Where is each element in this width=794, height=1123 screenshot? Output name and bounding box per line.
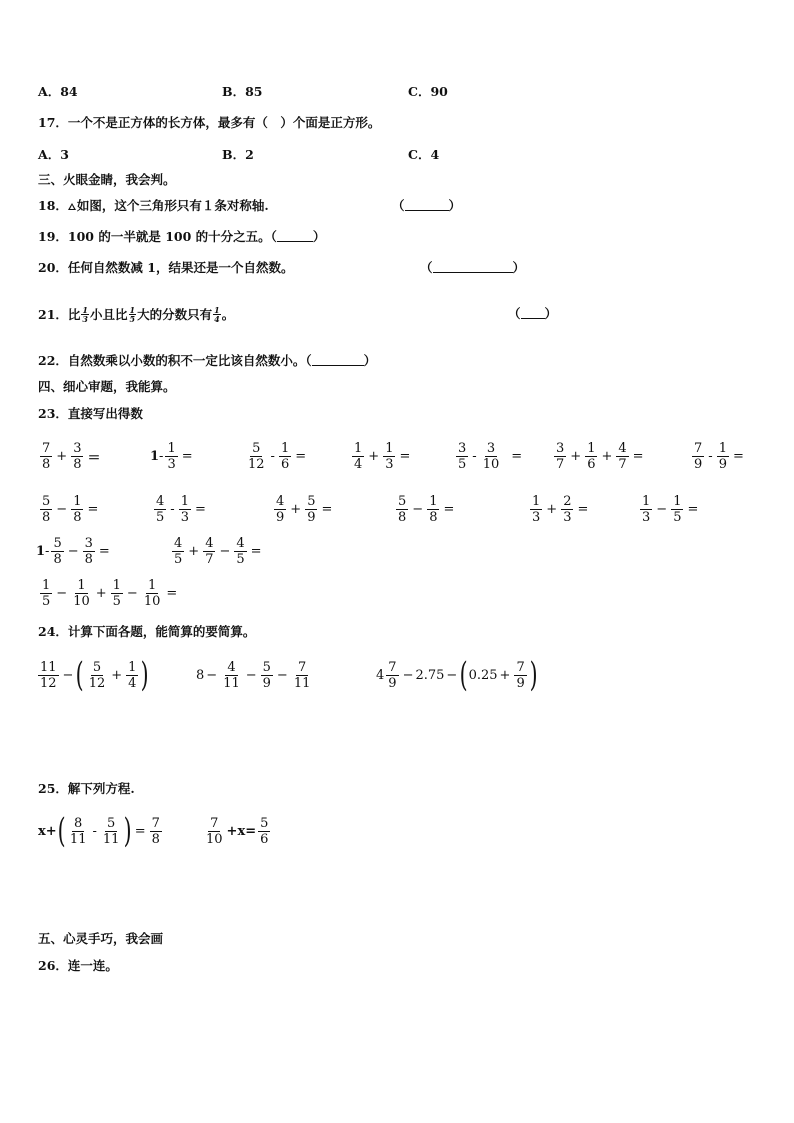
operator: − [656, 502, 668, 517]
numerator: 3 [84, 536, 93, 551]
numerator: 3 [556, 441, 565, 456]
q23-expr-1 [38, 441, 102, 472]
fraction [150, 816, 162, 847]
numerator: 1 [112, 578, 121, 593]
denominator: 9 [694, 457, 703, 472]
operator: = [295, 449, 307, 464]
denominator: 4 [128, 675, 137, 691]
denominator: 11 [102, 831, 120, 847]
denominator: 12 [248, 457, 265, 472]
fraction [692, 441, 704, 472]
q21-question: 21． 比 1 3 小且比 1 5 大的分数只有 1 4 。 [38, 305, 235, 324]
operator: = [399, 449, 411, 464]
denominator: 9 [718, 457, 727, 472]
numerator: 11 [40, 659, 57, 675]
fraction [126, 660, 138, 691]
operator: ) [529, 655, 538, 695]
section-4-title: 四、细心审题，我能算。 [38, 379, 176, 394]
operator: = [321, 502, 333, 517]
denominator: 8 [42, 510, 51, 525]
q23-expr-4 [350, 441, 412, 472]
q23-expr-13 [638, 494, 700, 525]
numerator: 1 [429, 494, 438, 509]
operator: − [219, 544, 231, 559]
operator: = [166, 586, 178, 601]
fraction [68, 816, 89, 847]
numerator: 1 [77, 578, 86, 593]
denominator: 6 [587, 457, 596, 472]
q23-expr-3 [244, 441, 308, 472]
denominator: 8 [429, 510, 438, 525]
denominator: 6 [280, 457, 290, 472]
denominator: 8 [42, 457, 51, 472]
numerator: 3 [458, 441, 467, 456]
fraction [71, 441, 83, 472]
operator: = [443, 502, 455, 517]
fraction [279, 441, 291, 472]
numerator: 5 [398, 494, 407, 509]
q16-option-c: C．90 [408, 84, 448, 99]
q23-expr-8 [38, 494, 100, 525]
operator: ) [141, 655, 150, 695]
denominator: 8 [151, 831, 160, 847]
fraction [204, 816, 225, 847]
denominator: 5 [112, 594, 121, 609]
operator: = [98, 544, 110, 559]
fraction [83, 536, 95, 567]
numerator: 7 [42, 441, 51, 456]
fraction [203, 536, 215, 567]
denominator: 7 [205, 552, 214, 567]
q24-expr-2: 8 − $\frac{4}{11}$ − $\frac{5}{9}$ − $\frac{7}{11}$ [196, 660, 311, 691]
operator: + [570, 449, 582, 464]
numerator: 4 [227, 660, 236, 675]
q23-expr-14: 1 - $\frac{5}{8}$ − $\frac{3}{8}$ = [36, 536, 110, 567]
q19-question: 19．100 的一半就是 100 的十分之五。（ ） [38, 229, 326, 244]
fraction [101, 816, 122, 847]
denominator: 5 [236, 552, 245, 567]
q23-expr-10 [272, 494, 334, 525]
operator: - [708, 449, 713, 464]
denominator: 6 [260, 832, 269, 847]
numerator: 5 [262, 660, 271, 675]
denominator: 11 [293, 676, 311, 691]
q23-expr-5 [454, 441, 524, 472]
q20-question: 20．任何自然数减 1，结果还是一个自然数。 [38, 260, 294, 275]
denominator: 7 [556, 457, 565, 472]
fraction [172, 536, 184, 567]
q21-answer-blank[interactable]: （ ） [508, 306, 558, 321]
q17-question: 17．一个不是正方体的长方体，最多有（ ）个面是正方形。 [38, 115, 381, 130]
q23-expr-7 [690, 441, 746, 472]
operator: + [499, 667, 511, 683]
fraction [383, 441, 395, 472]
q26-title: 26．连一连。 [38, 958, 118, 973]
fraction: 1 3 [82, 305, 88, 324]
numerator: 7 [388, 659, 397, 675]
operator: + [111, 667, 123, 683]
operator: + [56, 449, 68, 464]
operator: = [632, 449, 644, 464]
fraction [481, 441, 502, 472]
numerator: 4 [618, 441, 627, 456]
numerator: 4 [236, 536, 245, 551]
fraction [40, 578, 52, 609]
operator: − [56, 586, 68, 601]
denominator: 9 [262, 676, 271, 691]
q23-expr-9 [152, 494, 208, 525]
fraction [179, 494, 191, 525]
fraction [246, 441, 267, 472]
q22-answer-blank[interactable] [312, 353, 364, 366]
denominator: 3 [180, 510, 189, 525]
q23-expr-11 [394, 494, 456, 525]
denominator: 12 [88, 675, 106, 691]
operator: - [170, 502, 175, 517]
q25-title: 25．解下列方程. [38, 781, 135, 796]
numerator: 1 [280, 441, 290, 456]
denominator: 11 [223, 676, 240, 691]
denominator: 8 [398, 510, 407, 525]
q17-option-c: C．4 [408, 147, 440, 162]
q23-expr-15 [170, 536, 264, 567]
q17-option-a: A．3 [38, 147, 69, 162]
fraction [352, 441, 364, 472]
section-3-title: 三、火眼金睛，我会判。 [38, 172, 176, 187]
operator: = [181, 449, 193, 464]
numerator: 4 [205, 536, 214, 551]
q20-answer-blank[interactable]: （ ） [420, 260, 526, 275]
operator: = [87, 502, 99, 517]
numerator: 1 [42, 578, 51, 593]
numerator: 3 [486, 441, 496, 456]
operator: − [402, 667, 414, 683]
fraction [261, 660, 273, 691]
operator: + [546, 502, 558, 517]
fraction [87, 660, 108, 691]
fraction [640, 494, 652, 525]
denominator: 4 [354, 457, 363, 472]
operator: − [245, 668, 257, 683]
q23-expr-2: 1 - $\frac{1}{3}$ = [150, 441, 193, 472]
denominator: 5 [174, 552, 183, 567]
numerator: 1 [128, 659, 137, 675]
numerator: 1 [385, 441, 394, 456]
numerator: 1 [354, 441, 363, 456]
q25-equation-1: x+ ( $\frac{8}{11}$ - $\frac{5}{11}$ ) = $\frac{7}{8}$ [38, 811, 160, 851]
q16-option-a: A．84 [38, 84, 78, 99]
denominator: 10 [73, 594, 90, 609]
denominator: 5 [42, 594, 51, 609]
q18-answer-blank[interactable]: （ ） [392, 198, 462, 213]
denominator: 10 [143, 594, 161, 609]
denominator: 5 [673, 510, 682, 525]
numerator: 1 [167, 441, 176, 456]
denominator: 9 [307, 510, 316, 525]
numerator: 1 [718, 441, 727, 456]
numerator: 1 [147, 578, 157, 593]
fraction [165, 441, 177, 472]
fraction: 1 4 [214, 305, 220, 324]
fraction: 1 5 [129, 305, 136, 324]
denominator: 5 [458, 457, 467, 472]
fraction [234, 536, 246, 567]
q23-title: 23．直接写出得数 [38, 406, 143, 421]
numerator: 7 [694, 441, 703, 456]
operator: = [732, 449, 744, 464]
denominator: 9 [516, 675, 525, 691]
denominator: 11 [69, 831, 87, 847]
operator: + [188, 544, 200, 559]
fraction [292, 660, 313, 691]
fraction [274, 494, 286, 525]
q18-text: 如图，这个三角形只有１条对称轴. [76, 198, 269, 213]
numerator: 7 [151, 815, 160, 831]
fraction [396, 494, 408, 525]
operator: − [126, 586, 138, 601]
denominator: 8 [84, 552, 93, 567]
q23-expr-16 [38, 578, 179, 609]
operator: ) [124, 811, 133, 851]
operator: = [194, 502, 206, 517]
numerator: 5 [42, 494, 51, 509]
numerator: 7 [297, 660, 307, 675]
numerator: 5 [92, 659, 102, 675]
fraction [154, 494, 166, 525]
denominator: 3 [642, 510, 651, 525]
fraction [671, 494, 683, 525]
operator: - [472, 449, 477, 464]
numerator: 1 [587, 441, 596, 456]
fraction [530, 494, 542, 525]
denominator: 3 [385, 457, 394, 472]
numerator: 1 [642, 494, 651, 509]
numerator: 2 [563, 494, 572, 509]
operator: − [206, 668, 218, 683]
operator: = [511, 449, 523, 464]
fraction [386, 660, 398, 691]
numerator: 1 [673, 494, 682, 509]
denominator: 7 [618, 457, 627, 472]
operator: - [270, 449, 275, 464]
fraction [71, 494, 83, 525]
denominator: 12 [40, 675, 57, 691]
operator: − [412, 502, 424, 517]
fraction [717, 441, 729, 472]
q25-equation-2: $\frac{7}{10}$ +x= $\frac{5}{6}$ [206, 816, 269, 847]
operator: - [92, 823, 97, 839]
numerator: 3 [73, 441, 82, 456]
numerator: 7 [210, 816, 219, 831]
operator: − [56, 502, 68, 517]
q23-expr-12 [528, 494, 590, 525]
fraction [561, 494, 573, 525]
q22-question: 22．自然数乘以小数的积不一定比该自然数小。（ ） [38, 353, 377, 368]
fraction [221, 660, 242, 691]
operator: − [446, 667, 458, 683]
operator: + [95, 586, 107, 601]
denominator: 8 [73, 510, 82, 525]
q24-expr-3: 4 $\frac{7}{9}$ − 2.75 − ( 0.25 + $\frac{7}{9}$ ) [376, 655, 538, 695]
numerator: 5 [107, 815, 116, 831]
numerator: 8 [74, 815, 83, 831]
fraction [585, 441, 597, 472]
operator: ( [57, 811, 66, 851]
fraction [258, 816, 270, 847]
numerator: 1 [180, 494, 189, 509]
numerator: 5 [260, 816, 269, 831]
numerator: 5 [252, 441, 261, 456]
operator: = [687, 502, 699, 517]
denominator: 9 [276, 510, 285, 525]
operator: = [250, 544, 262, 559]
q16-option-b: B．85 [222, 84, 263, 99]
q18-number: 18． [38, 198, 68, 213]
fraction [38, 660, 59, 691]
operator: − [276, 668, 288, 683]
q18-question [38, 198, 269, 214]
denominator: 5 [156, 510, 165, 525]
q24-expr-1 [36, 655, 150, 695]
operator: − [62, 667, 74, 683]
fraction [305, 494, 317, 525]
denominator: 10 [206, 832, 223, 847]
operator: ( [76, 655, 85, 695]
operator: + [368, 449, 380, 464]
denominator: 8 [53, 552, 62, 567]
q17-option-b: B．2 [222, 147, 254, 162]
fraction [142, 578, 163, 609]
q24-title: 24．计算下面各题，能简算的要简算。 [38, 624, 256, 639]
operator: = [134, 823, 146, 839]
fraction [51, 536, 63, 567]
fraction [456, 441, 468, 472]
denominator: 8 [73, 457, 82, 472]
numerator: 4 [276, 494, 285, 509]
fraction [616, 441, 628, 472]
numerator: 5 [307, 494, 316, 509]
numerator: 4 [156, 494, 165, 509]
operator: ( [459, 655, 468, 695]
numerator: 5 [53, 536, 62, 551]
q19-answer-blank[interactable] [277, 229, 313, 242]
fraction [427, 494, 439, 525]
operator: − [67, 544, 79, 559]
fraction [554, 441, 566, 472]
q23-expr-6 [552, 441, 646, 472]
numerator: 1 [532, 494, 541, 509]
section-5-title: 五、心灵手巧，我会画 [38, 931, 164, 946]
denominator: 3 [167, 457, 176, 472]
numerator: 7 [516, 659, 525, 675]
triangle-icon [68, 203, 76, 210]
numerator: 1 [73, 494, 82, 509]
fraction [111, 578, 123, 609]
fraction [40, 494, 52, 525]
operator: + [601, 449, 613, 464]
operator: ＝ [87, 451, 101, 466]
fraction [40, 441, 52, 472]
numerator: 4 [174, 536, 183, 551]
denominator: 3 [532, 510, 541, 525]
fraction [514, 660, 526, 691]
fraction [71, 578, 92, 609]
operator: + [290, 502, 302, 517]
denominator: 9 [388, 675, 397, 691]
operator: = [577, 502, 589, 517]
denominator: 3 [563, 510, 572, 525]
denominator: 10 [482, 457, 500, 472]
